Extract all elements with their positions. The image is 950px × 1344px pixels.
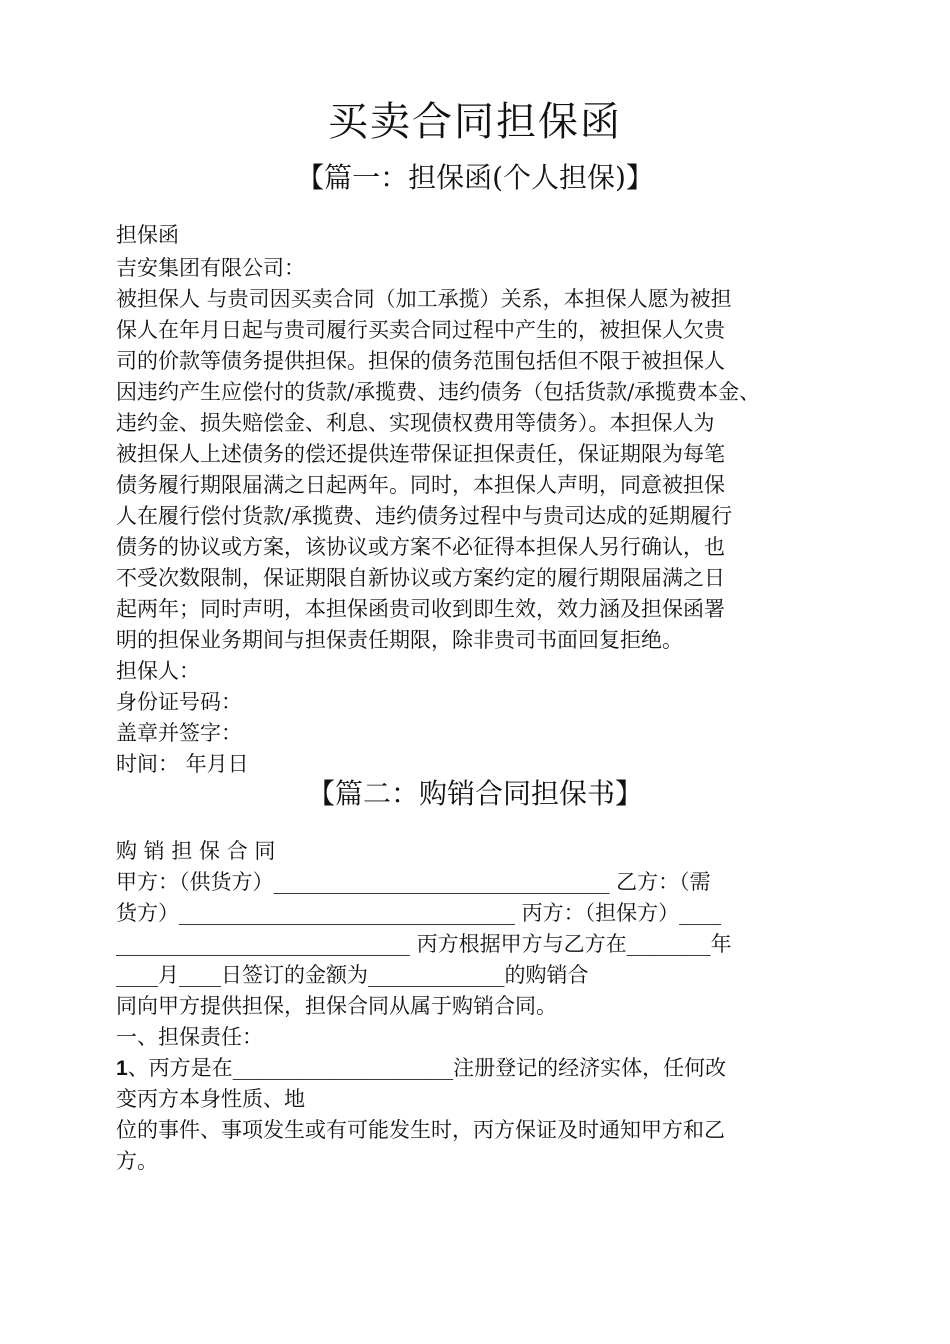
body-line: 起两年；同时声明，本担保函贵司收到即生效，效力涵及担保函署 <box>116 597 725 621</box>
body-line: 货方）________________________________ 丙方：（担保方）____ <box>116 901 722 925</box>
body-line: ____月____日签订的金额为_____________的购销合 <box>116 963 589 987</box>
body-line: ____________________________ 丙方根据甲方与乙方在________年 <box>116 932 732 956</box>
body-line: 债务的协议或方案，该协议或方案不必征得本担保人另行确认，也 <box>116 535 725 559</box>
body-line: 被担保人上述债务的偿还提供连带保证担保责任，保证期限为每笔 <box>116 442 725 466</box>
body-line: 债务履行期限届满之日起两年。同时，本担保人声明，同意被担保 <box>116 473 725 497</box>
body-line: 因违约产生应偿付的货款/承揽费、违约债务（包括货款/承揽费本金、 <box>116 380 761 404</box>
body-line: 违约金、损失赔偿金、利息、实现债权费用等债务）。本担保人为 <box>116 411 715 435</box>
body-line: 甲方：（供货方）________________________________ 乙方：（需 <box>116 870 711 894</box>
section-heading-1: 【篇一：担保函(个人担保)】 <box>296 161 654 194</box>
date-label: 时间： 年月日 <box>116 752 249 776</box>
body-line: 方。 <box>116 1149 158 1173</box>
seal-signature-label: 盖章并签字： <box>116 721 242 745</box>
body-line: 人在履行偿付货款/承揽费、违约债务过程中与贵司达成的延期履行 <box>116 504 733 528</box>
body-line: 保人在年月日起与贵司履行买卖合同过程中产生的，被担保人欠贵 <box>116 318 725 342</box>
guarantee-letter-label: 担保函 <box>116 223 179 247</box>
contract-title: 购 销 担 保 合 同 <box>116 839 276 863</box>
id-number-label: 身份证号码： <box>116 690 242 714</box>
body-line: 位的事件、事项发生或有可能发生时，丙方保证及时通知甲方和乙 <box>116 1118 725 1142</box>
document-title: 买卖合同担保函 <box>328 99 622 145</box>
body-line: 同向甲方提供担保，担保合同从属于购销合同。 <box>116 994 557 1018</box>
addressee-line: 吉安集团有限公司： <box>116 256 305 280</box>
section-heading-2: 【篇二：购销合同担保书】 <box>306 777 643 810</box>
body-line: 变丙方本身性质、地 <box>116 1087 305 1111</box>
clause-text: 、丙方是在_____________________注册登记的经济实体，任何改 <box>127 1056 727 1080</box>
body-line: 不受次数限制，保证期限自新协议或方案约定的履行期限届满之日 <box>116 566 725 590</box>
body-line: 司的价款等债务提供担保。担保的债务范围包括但不限于被担保人 <box>116 349 725 373</box>
clause-heading: 一、担保责任： <box>116 1025 263 1049</box>
body-line: 明的担保业务期间与担保责任期限，除非贵司书面回复拒绝。 <box>116 628 683 652</box>
clause-number: 1 <box>116 1057 128 1080</box>
guarantor-label: 担保人： <box>116 659 200 683</box>
body-line: 被担保人 与贵司因买卖合同（加工承揽）关系，本担保人愿为被担 <box>116 287 732 311</box>
clause-item-1 <box>116 1053 726 1084</box>
